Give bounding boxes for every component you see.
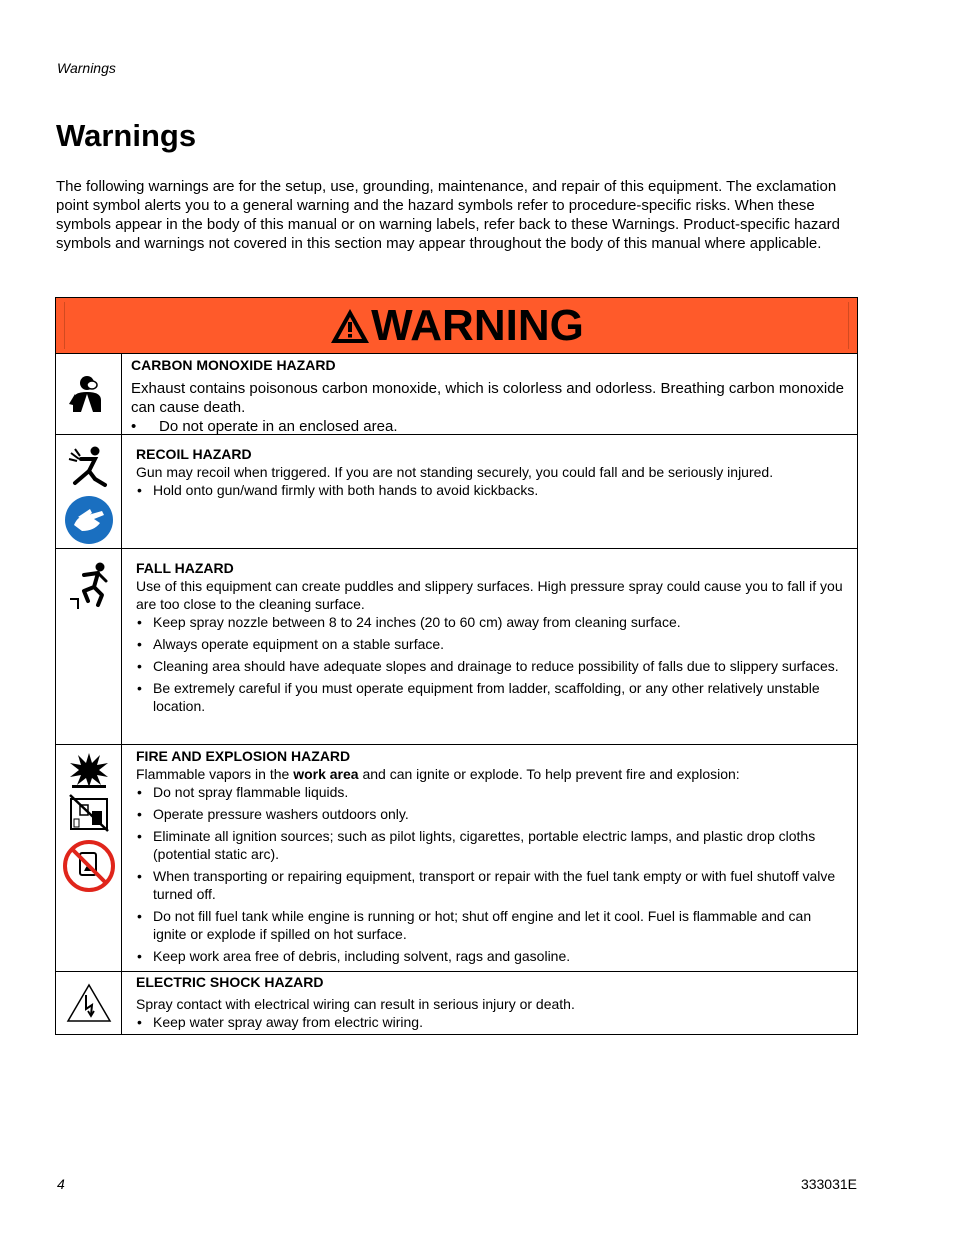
warning-banner-label: WARNING	[371, 300, 584, 350]
list-item: • Eliminate all ignition sources; such as pilot lights, cigarettes, portable electric lamps, and plastic drop cloths (potential static arc).	[136, 827, 845, 863]
hazard-description-part: Flammable vapors in the	[136, 766, 294, 782]
intro-paragraph: The following warnings are for the setup, use, grounding, maintenance, and repair of this equipment. The exclamation point symbol alerts you to a general warning and the hazard symbols refer to procedure-specific risks. When these symbols appear in the body of this manual or on warning labels, refer back to these Warnings. Product-specific hazard symbols and warnings not covered in this section may appear throughout the body of this manual where applicable.	[56, 178, 841, 252]
hazard-row-carbon-monoxide	[56, 354, 857, 435]
hazard-icon-cell	[56, 972, 122, 1034]
list-item: • Keep work area free of debris, including solvent, rags and gasoline.	[136, 947, 845, 965]
hazard-description: Exhaust contains poisonous carbon monoxide, which is colorless and odorless. Breathing carbon monoxide can cause death.	[131, 380, 844, 416]
list-item: • Operate pressure washers outdoors only.	[136, 805, 845, 823]
gas-mask-person-icon	[67, 374, 111, 414]
hazard-icon-cell	[56, 354, 122, 434]
hazard-bullets	[136, 613, 845, 715]
hazard-description	[136, 765, 845, 783]
recoil-falling-person-icon	[65, 445, 113, 491]
running-head: Warnings	[57, 60, 116, 76]
hazard-row-electric-shock	[56, 972, 857, 1034]
hazard-icon-cell	[56, 435, 122, 548]
hazard-description: Gun may recoil when triggered. If you are not standing securely, you could fall and be seriously injured.	[136, 464, 774, 480]
hazard-icon-cell	[56, 745, 122, 971]
list-item: • Do not spray flammable liquids.	[136, 783, 845, 801]
hazard-description: Spray contact with electrical wiring can result in serious injury or death.	[136, 996, 575, 1012]
hazard-row-recoil	[56, 435, 857, 549]
hazard-title: FIRE AND EXPLOSION HAZARD	[136, 748, 351, 764]
slipping-person-icon	[66, 561, 112, 611]
hazard-row-fire-explosion	[56, 745, 857, 972]
page-title: Warnings	[56, 118, 197, 153]
hazard-row-fall	[56, 549, 857, 745]
warning-table	[55, 297, 858, 1035]
hazard-icon-cell	[56, 549, 122, 744]
no-indoor-use-icon	[68, 793, 110, 833]
hazard-description: Use of this equipment can create puddles and slippery surfaces. High pressure spray could cause you to fall if you are too close to the cleaning surface.	[136, 578, 843, 612]
no-flammable-liquids-icon	[62, 839, 116, 893]
hazard-bullets	[131, 417, 845, 436]
list-item: • When transporting or repairing equipment, transport or repair with the fuel tank empty or with fuel shutoff valve turned off.	[136, 867, 845, 903]
hazard-title: FALL HAZARD	[136, 560, 234, 576]
hazard-title: ELECTRIC SHOCK HAZARD	[136, 974, 324, 990]
list-item: • Hold onto gun/wand firmly with both hands to avoid kickbacks.	[136, 481, 845, 499]
hazard-bullets	[136, 783, 845, 965]
hazard-description-part: and can ignite or explode. To help prevent fire and explosion:	[358, 766, 740, 782]
list-item: • Always operate equipment on a stable surface.	[136, 635, 845, 653]
hazard-description-bold: work area	[293, 766, 359, 782]
list-item: • Do not fill fuel tank while engine is running or hot; shut off engine and let it cool. Fuel is flammable and can ignite or explode if spilled on hot surface.	[136, 907, 845, 943]
list-item: • Be extremely careful if you must operate equipment from ladder, scaffolding, or any other relatively unstable location.	[136, 679, 845, 715]
list-item: • Keep water spray away from electric wiring.	[136, 1013, 845, 1031]
hazard-bullets	[136, 481, 845, 499]
list-item: • Cleaning area should have adequate slopes and drainage to reduce possibility of falls due to slippery surfaces.	[136, 657, 845, 675]
two-hands-grip-icon	[64, 495, 114, 545]
page-number: 4	[57, 1176, 65, 1192]
explosion-icon	[68, 751, 110, 789]
warning-triangle-icon	[329, 307, 371, 345]
list-item: • Do not operate in an enclosed area.	[131, 417, 845, 436]
hazard-bullets	[136, 1013, 845, 1031]
hazard-title: CARBON MONOXIDE HAZARD	[131, 357, 336, 373]
list-item: • Keep spray nozzle between 8 to 24 inches (20 to 60 cm) away from cleaning surface.	[136, 613, 845, 631]
document-number: 333031E	[800, 1176, 857, 1192]
electric-shock-triangle-icon	[66, 983, 112, 1023]
hazard-title: RECOIL HAZARD	[136, 446, 252, 462]
warning-banner	[56, 298, 857, 354]
